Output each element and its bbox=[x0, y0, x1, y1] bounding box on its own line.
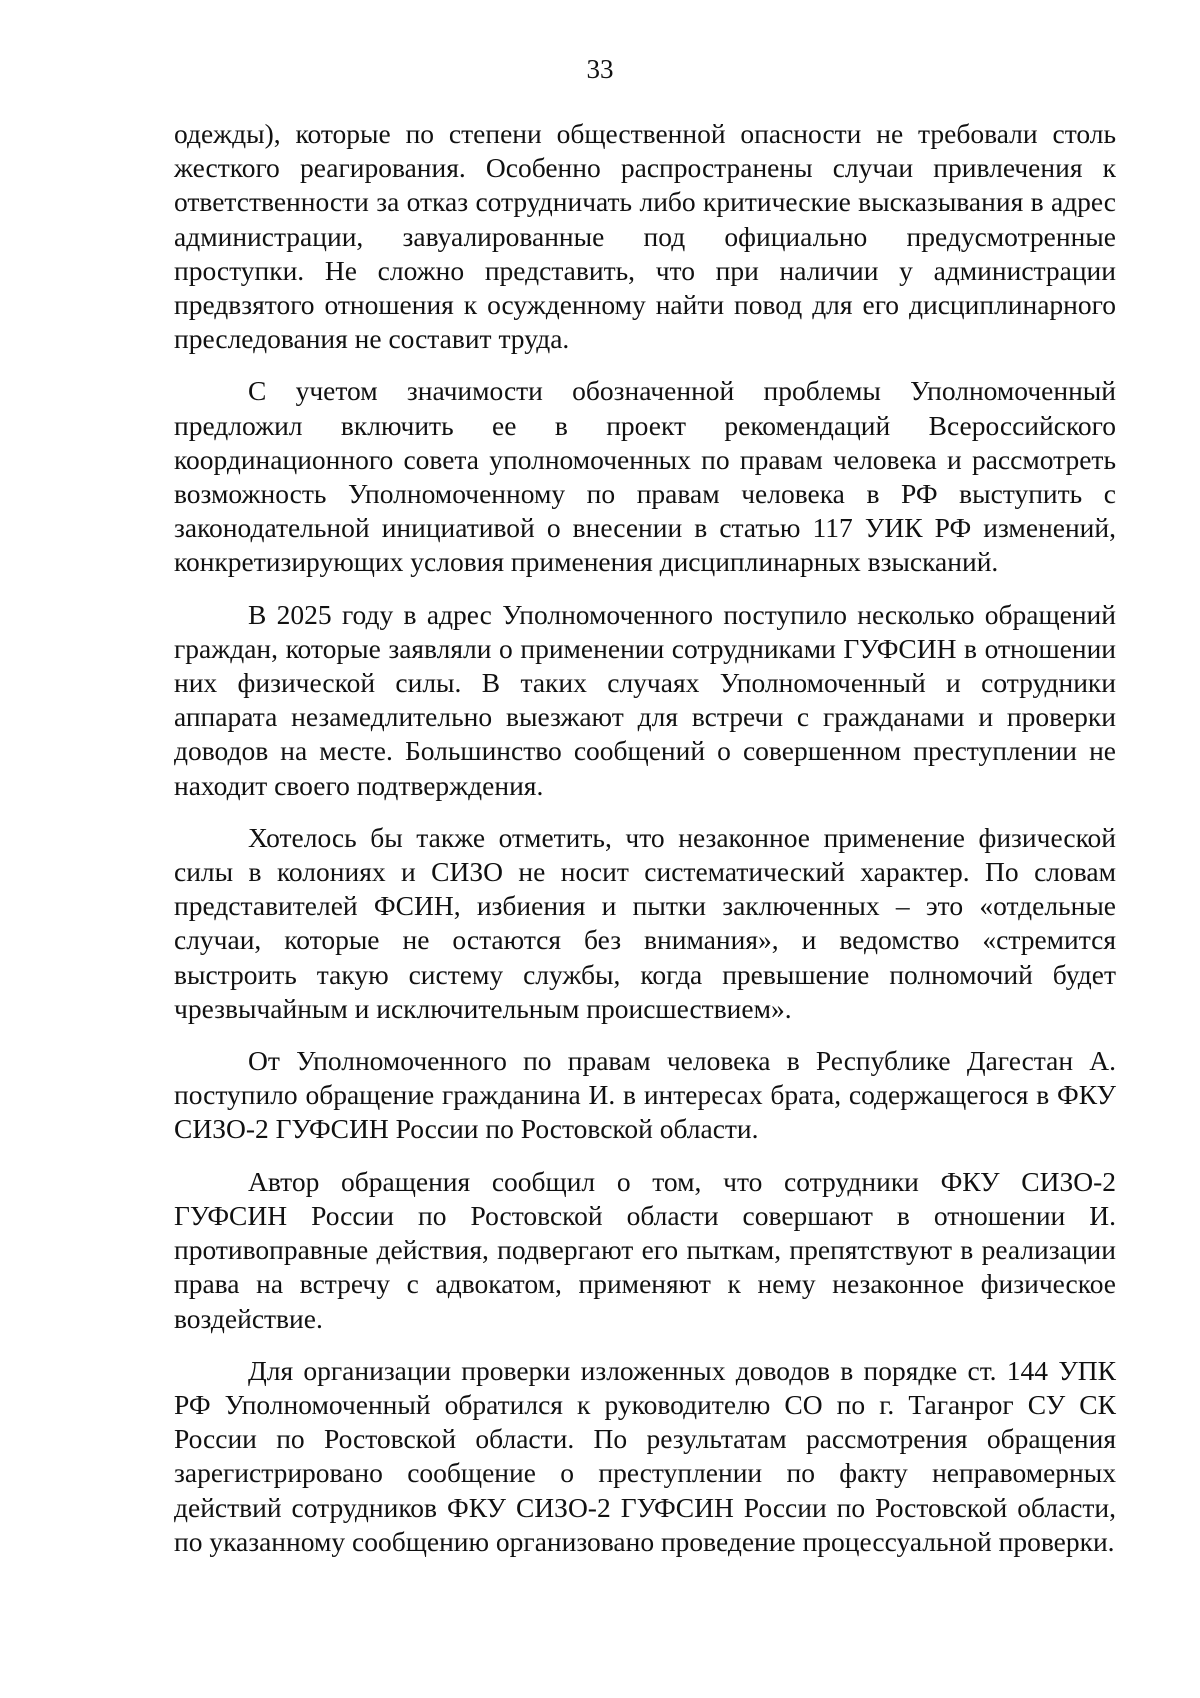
paragraph: Хотелось бы также отметить, что незаконное применение физической силы в колониях и СИЗО не носит систематический характер. По словам представителей ФСИН, избиения и пытки заключенных – это «отдельные случаи, которые не остаются без внимания», и ведомство «стремится выстроить такую систему службы, когда превышение полномочий будет чрезвычайным и исключительным происшествием». bbox=[174, 821, 1116, 1024]
paragraph: В 2025 году в адрес Уполномоченного поступило несколько обращений граждан, которые заявляли о применении сотрудниками ГУФСИН в отношении них физической силы. В таких случаях Уполномоченный и сотрудники аппарата незамедлительно выезжают для встречи с гражданами и проверки доводов на месте. Большинство сообщений о совершенном преступлении не находит своего подтверждения. bbox=[174, 598, 1116, 801]
document-body bbox=[174, 117, 1116, 1577]
paragraph: От Уполномоченного по правам человека в Республике Дагестан А. поступило обращение гражданина И. в интересах брата, содержащегося в ФКУ СИЗО-2 ГУФСИН России по Ростовской области. bbox=[174, 1045, 1116, 1145]
paragraph: С учетом значимости обозначенной проблемы Уполномоченный предложил включить ее в проект рекомендаций Всероссийского координационного совета уполномоченных по правам человека и рассмотреть возможность Уполномоченному по правам человека в РФ выступить с законодательной инициативой о внесении в статью 117 УИК РФ изменений, конкретизирующих условия применения дисциплинарных взысканий. bbox=[174, 375, 1116, 578]
paragraph-continued: одежды), которые по степени общественной опасности не требовали столь жесткого реагирования. Особенно распространены случаи привлечения к ответственности за отказ сотрудничать либо критические высказывания в адрес администрации, завуалированные под официально предусмотренные проступки. Не сложно представить, что при наличии у администрации предвзятого отношения к осужденному найти повод для его дисциплинарного преследования не составит труда. bbox=[174, 118, 1116, 355]
page-number: 33 bbox=[586, 54, 614, 84]
paragraph: Автор обращения сообщил о том, что сотрудники ФКУ СИЗО-2 ГУФСИН России по Ростовской области совершают в отношении И. противоправные действия, подвергают его пыткам, препятствуют в реализации права на встречу с адвокатом, применяют к нему незаконное физическое воздействие. bbox=[174, 1165, 1116, 1334]
paragraph: Для организации проверки изложенных доводов в порядке ст. 144 УПК РФ Уполномоченный обратился к руководителю СО по г. Таганрог СУ СК России по Ростовской области. По результатам рассмотрения обращения зарегистрировано сообщение о преступлении по факту неправомерных действий сотрудников ФКУ СИЗО-2 ГУФСИН России по Ростовской области, по указанному сообщению организовано проведение процессуальной проверки. bbox=[174, 1354, 1116, 1557]
